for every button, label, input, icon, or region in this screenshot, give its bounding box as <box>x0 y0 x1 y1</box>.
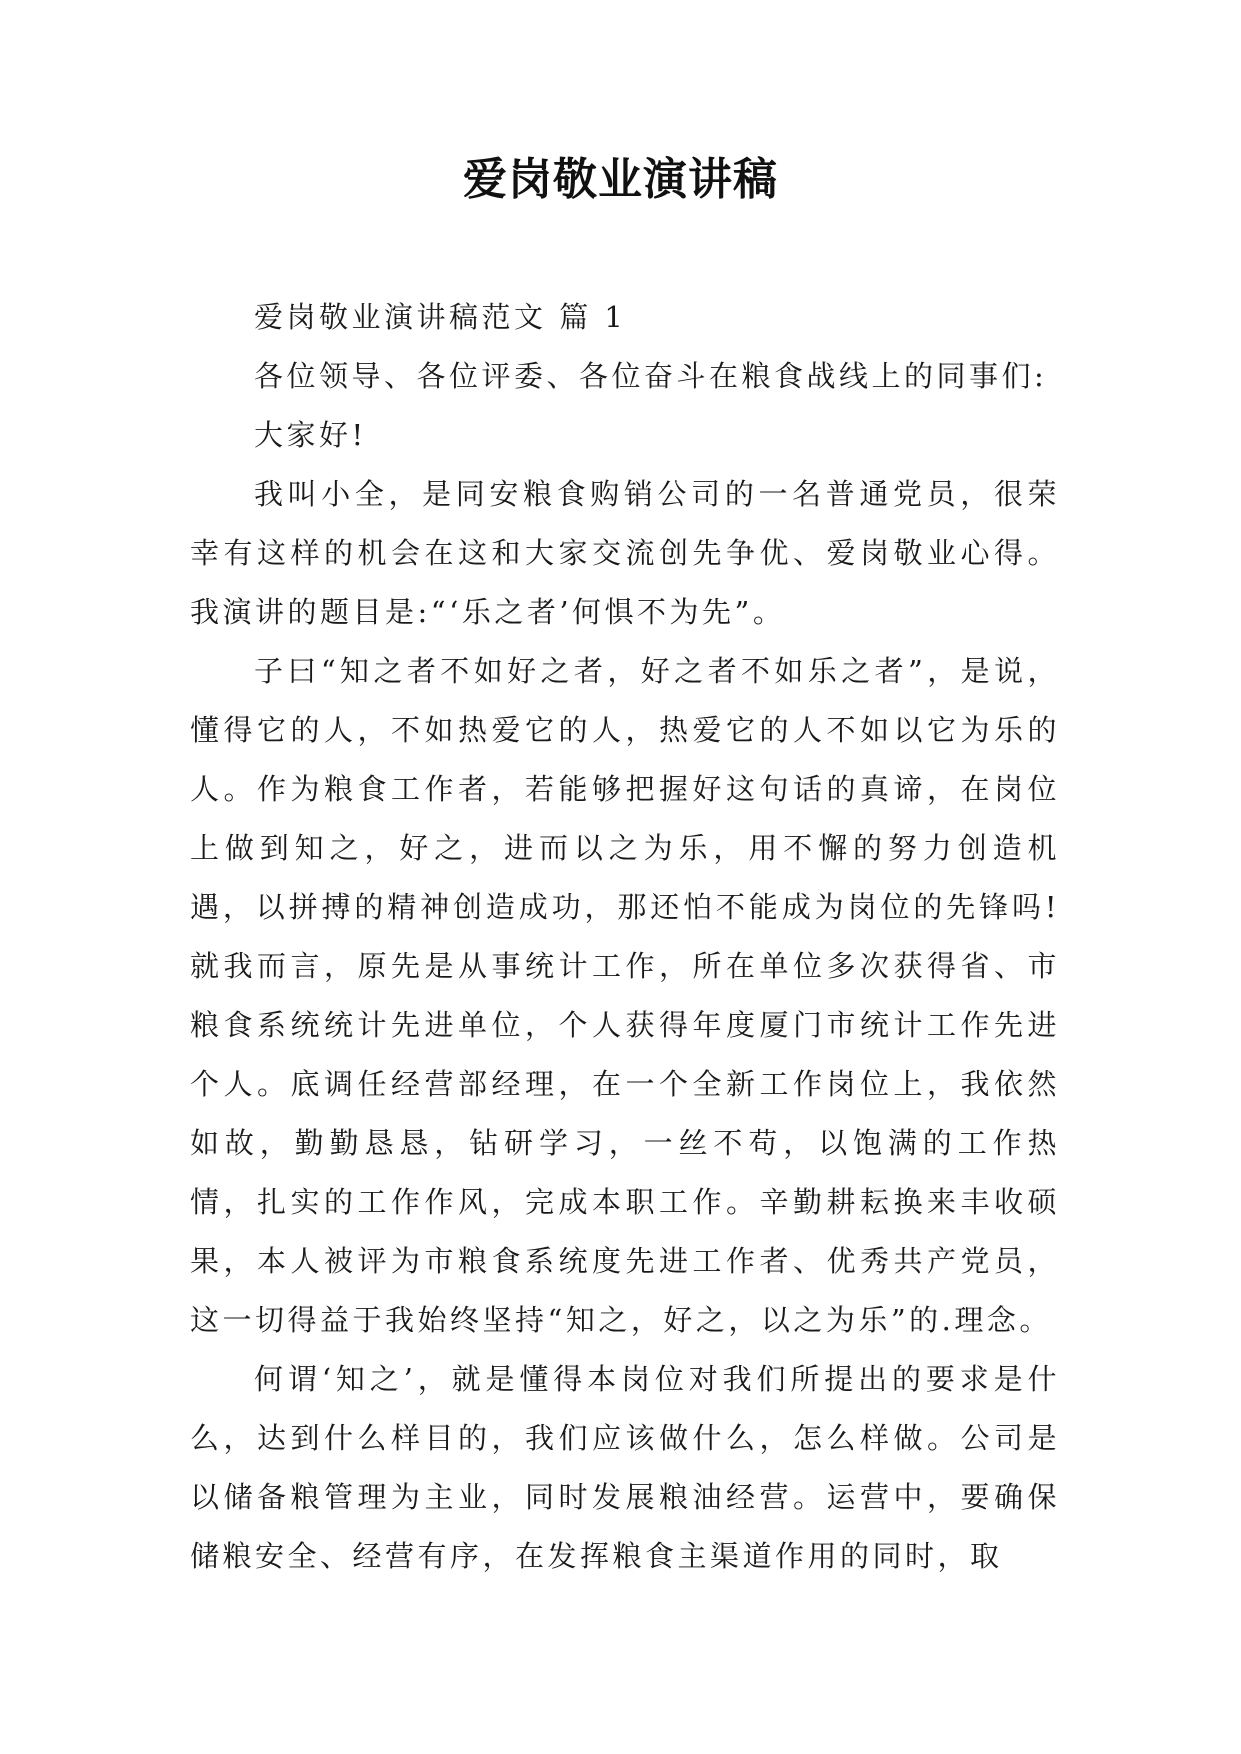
paragraph-introduction: 我叫小全，是同安粮食购销公司的一名普通党员，很荣幸有这样的机会在这和大家交流创先争优、爱岗敬业心得。我演讲的题目是:“‘乐之者’何惧不为先”。 <box>190 477 1060 629</box>
paragraph-main: 子曰“知之者不如好之者，好之者不如乐之者”，是说，懂得它的人，不如热爱它的人，热爱它的人不如以它为乐的人。作为粮食工作者，若能够把握好这句话的真谛，在岗位上做到知之，好之，进而以之为乐，用不懈的努力创造机遇，以拼搏的精神创造成功，那还怕不能成为岗位的先锋吗!就我而言，原先是从事统计工作，所在单位多次获得省、市粮食系统统计先进单位，个人获得年度厦门市统计工作先进个人。底调任经营部经理，在一个全新工作岗位上，我依然如故，勤勤恳恳，钻研学习，一丝不苟，以饱满的工作热情，扎实的工作作风，完成本职工作。辛勤耕耘换来丰收硕果，本人被评为市粮食系统度先进工作者、优秀共产党员，这一切得益于我始终坚持“知之，好之，以之为乐”的.理念。 <box>190 654 1060 1337</box>
salutation: 各位领导、各位评委、各位奋斗在粮食战线上的同事们: <box>254 359 1048 393</box>
document-title: 爱岗敬业演讲稿 <box>463 154 778 205</box>
greeting: 大家好! <box>254 418 367 452</box>
paragraph-zhizhi: 何谓‘知之’，就是懂得本岗位对我们所提出的要求是什么，达到什么样目的，我们应该做什么，怎么样做。公司是以储备粮管理为主业，同时发展粮油经营。运营中，要确保储粮安全、经营有序，在发挥粮食主渠道作用的同时，取 <box>190 1362 1060 1573</box>
document-body <box>190 288 1060 1586</box>
section-heading: 爱岗敬业演讲稿范文 篇 1 <box>254 300 627 334</box>
